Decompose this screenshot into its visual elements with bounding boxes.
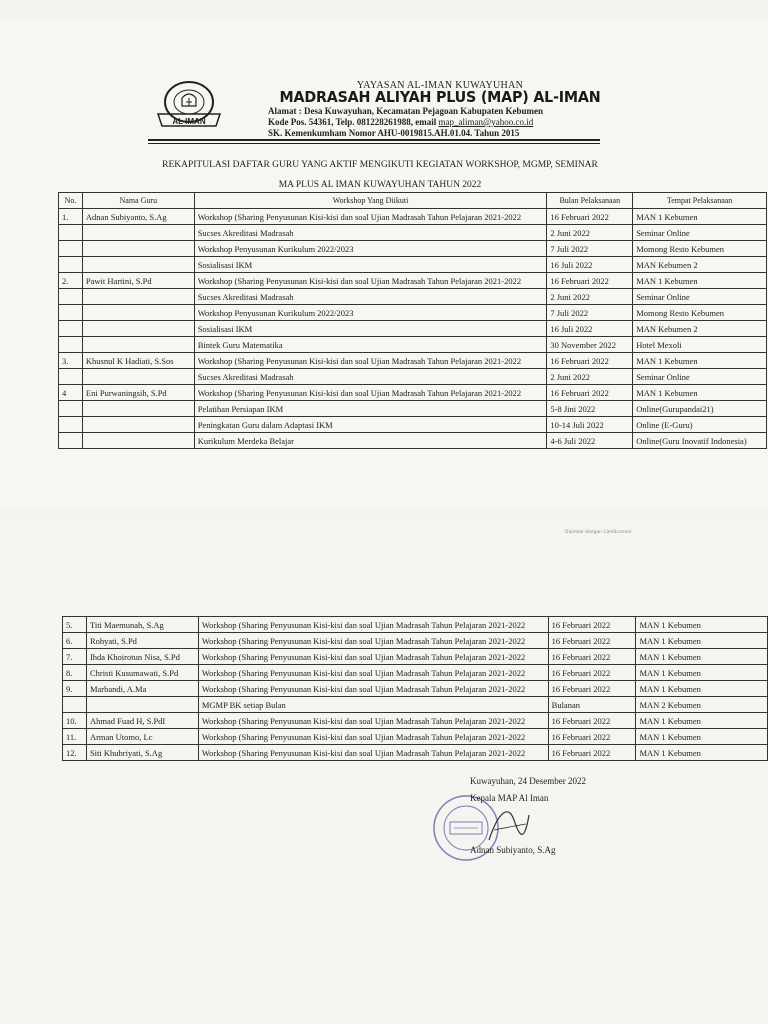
table-row bbox=[59, 353, 767, 369]
col-name: Nama Guru bbox=[82, 193, 194, 209]
cell-no: 9. bbox=[63, 681, 87, 697]
cell-place: Seminar Online bbox=[633, 289, 767, 305]
cell-no bbox=[59, 289, 83, 305]
cell-place: MAN 1 Kebumen bbox=[633, 385, 767, 401]
cell-workshop: Workshop (Sharing Penyusunan Kisi-kisi dan soal Ujian Madrasah Tahun Pelajaran 2021-2022 bbox=[194, 353, 547, 369]
cell-no bbox=[59, 241, 83, 257]
cell-place: Momong Resto Kebumen bbox=[633, 241, 767, 257]
table-row bbox=[59, 241, 767, 257]
cell-workshop: Workshop Penyusunan Kurikulum 2022/2023 bbox=[194, 305, 547, 321]
cell-place: MAN 1 Kebumen bbox=[633, 209, 767, 225]
cell-workshop: Workshop Penyusunan Kurikulum 2022/2023 bbox=[194, 241, 547, 257]
decree-number: SK. Kemenkumham Nomor AHU-0019815.AH.01.04. Tahun 2015 bbox=[268, 128, 520, 138]
cell-workshop: Pelatihan Persiapan IKM bbox=[194, 401, 547, 417]
cell-no: 6. bbox=[63, 633, 87, 649]
teacher-table-page-1 bbox=[58, 192, 767, 449]
cell-no bbox=[63, 697, 87, 713]
cell-month: 16 Februari 2022 bbox=[548, 729, 636, 745]
table-row bbox=[59, 289, 767, 305]
cell-month: 2 Juni 2022 bbox=[547, 289, 633, 305]
table-row bbox=[63, 633, 768, 649]
table-row bbox=[59, 273, 767, 289]
cell-workshop: Sosialisasi IKM bbox=[194, 321, 547, 337]
table-row bbox=[63, 745, 768, 761]
cell-month: 2 Juni 2022 bbox=[547, 225, 633, 241]
table-header-row bbox=[59, 193, 767, 209]
cell-month: 16 Juli 2022 bbox=[547, 257, 633, 273]
cell-month: Bulanan bbox=[548, 697, 636, 713]
cell-month: 7 Juli 2022 bbox=[547, 305, 633, 321]
table-row bbox=[59, 369, 767, 385]
cell-workshop: Workshop (Sharing Penyusunan Kisi-kisi dan soal Ujian Madrasah Tahun Pelajaran 2021-2022 bbox=[198, 617, 548, 633]
cell-teacher-name: Titi Maemunah, S.Ag bbox=[86, 617, 198, 633]
cell-workshop: Workshop (Sharing Penyusunan Kisi-kisi dan soal Ujian Madrasah Tahun Pelajaran 2021-2022 bbox=[198, 713, 548, 729]
cell-month: 16 Februari 2022 bbox=[548, 713, 636, 729]
cell-workshop: Workshop (Sharing Penyusunan Kisi-kisi dan soal Ujian Madrasah Tahun Pelajaran 2021-2022 bbox=[198, 681, 548, 697]
cell-workshop: Workshop (Sharing Penyusunan Kisi-kisi dan soal Ujian Madrasah Tahun Pelajaran 2021-2022 bbox=[198, 745, 548, 761]
cell-month: 16 Februari 2022 bbox=[547, 353, 633, 369]
cell-no: 2. bbox=[59, 273, 83, 289]
cell-no: 1. bbox=[59, 209, 83, 225]
table-row bbox=[63, 713, 768, 729]
col-no: No. bbox=[59, 193, 83, 209]
cell-no bbox=[59, 401, 83, 417]
cell-no bbox=[59, 225, 83, 241]
table-row bbox=[63, 617, 768, 633]
cell-workshop: Workshop (Sharing Penyusunan Kisi-kisi dan soal Ujian Madrasah Tahun Pelajaran 2021-2022 bbox=[194, 385, 547, 401]
cell-place: MAN 1 Kebumen bbox=[636, 713, 768, 729]
table-row bbox=[63, 665, 768, 681]
cell-no: 11. bbox=[63, 729, 87, 745]
cell-teacher-name: Arman Utomo, Lc bbox=[86, 729, 198, 745]
cell-place: Seminar Online bbox=[633, 225, 767, 241]
cell-no bbox=[59, 321, 83, 337]
cell-place: MAN 1 Kebumen bbox=[636, 745, 768, 761]
document-title: REKAPITULASI DAFTAR GURU YANG AKTIF MENGIKUTI KEGIATAN WORKSHOP, MGMP, SEMINAR bbox=[162, 160, 598, 170]
cell-place: MAN 1 Kebumen bbox=[636, 617, 768, 633]
cell-place: MAN 1 Kebumen bbox=[633, 353, 767, 369]
cell-month: 16 Februari 2022 bbox=[548, 745, 636, 761]
foundation-name: YAYASAN AL-IMAN KUWAYUHAN bbox=[356, 80, 524, 91]
cell-teacher-name: Ahmad Fuad H, S.PdI bbox=[86, 713, 198, 729]
cell-month: 16 Februari 2022 bbox=[547, 385, 633, 401]
cell-no: 3. bbox=[59, 353, 83, 369]
cell-place: MAN 1 Kebumen bbox=[636, 729, 768, 745]
contact-text: Kode Pos. 54361, Telp. 081228261988, email bbox=[268, 117, 439, 127]
table-row bbox=[59, 321, 767, 337]
header-rule bbox=[148, 139, 600, 141]
table-row bbox=[63, 729, 768, 745]
cell-no: 4 bbox=[59, 385, 83, 401]
cell-workshop: Bintek Guru Matematika bbox=[194, 337, 547, 353]
cell-month: 16 Februari 2022 bbox=[548, 649, 636, 665]
cell-teacher-name bbox=[82, 225, 194, 241]
table-row bbox=[59, 385, 767, 401]
cell-workshop: Sucses Akreditasi Madrasah bbox=[194, 225, 547, 241]
scanner-watermark: Dipindai dengan CamScanner bbox=[565, 530, 633, 535]
cell-place: Momong Resto Kebumen bbox=[633, 305, 767, 321]
cell-no: 8. bbox=[63, 665, 87, 681]
table-row bbox=[59, 417, 767, 433]
table-row bbox=[63, 697, 768, 713]
table-row bbox=[59, 209, 767, 225]
table-row bbox=[59, 257, 767, 273]
cell-month: 2 Juni 2022 bbox=[547, 369, 633, 385]
cell-month: 16 Februari 2022 bbox=[548, 617, 636, 633]
table-row bbox=[63, 681, 768, 697]
cell-teacher-name bbox=[82, 433, 194, 449]
cell-teacher-name: Ihda Khoirotun Nisa, S.Pd bbox=[86, 649, 198, 665]
cell-workshop: Peningkatan Guru dalam Adaptasi IKM bbox=[194, 417, 547, 433]
cell-teacher-name bbox=[82, 241, 194, 257]
cell-month: 16 Februari 2022 bbox=[547, 209, 633, 225]
col-workshop: Workshop Yang Diikuti bbox=[194, 193, 547, 209]
cell-teacher-name: Christi Kusumawati, S.Pd bbox=[86, 665, 198, 681]
cell-place: MAN 1 Kebumen bbox=[636, 649, 768, 665]
cell-place: Online(Guru Inovatif Indonesia) bbox=[633, 433, 767, 449]
cell-place: MAN Kebumen 2 bbox=[633, 321, 767, 337]
table-row bbox=[59, 225, 767, 241]
cell-teacher-name: Eni Purwaningsih, S.Pd bbox=[82, 385, 194, 401]
cell-no: 5. bbox=[63, 617, 87, 633]
cell-teacher-name bbox=[82, 289, 194, 305]
cell-no bbox=[59, 257, 83, 273]
school-contact bbox=[268, 117, 533, 127]
document-subtitle: MA PLUS AL IMAN KUWAYUHAN TAHUN 2022 bbox=[278, 180, 482, 190]
cell-month: 16 Juli 2022 bbox=[547, 321, 633, 337]
cell-no: 10. bbox=[63, 713, 87, 729]
cell-month: 5-8 Jini 2022 bbox=[547, 401, 633, 417]
document-page-2 bbox=[0, 520, 768, 1024]
cell-place: Online (E-Guru) bbox=[633, 417, 767, 433]
cell-no: 7. bbox=[63, 649, 87, 665]
cell-teacher-name bbox=[86, 697, 198, 713]
cell-place: MAN 1 Kebumen bbox=[636, 681, 768, 697]
cell-month: 30 November 2022 bbox=[547, 337, 633, 353]
col-month: Bulan Pelaksanaan bbox=[547, 193, 633, 209]
cell-teacher-name: Rohyati, S.Pd bbox=[86, 633, 198, 649]
cell-teacher-name bbox=[82, 337, 194, 353]
cell-month: 16 Februari 2022 bbox=[548, 665, 636, 681]
school-logo bbox=[150, 80, 228, 130]
cell-workshop: Workshop (Sharing Penyusunan Kisi-kisi dan soal Ujian Madrasah Tahun Pelajaran 2021-2022 bbox=[198, 633, 548, 649]
cell-workshop: Workshop (Sharing Penyusunan Kisi-kisi dan soal Ujian Madrasah Tahun Pelajaran 2021-2022 bbox=[194, 209, 547, 225]
cell-teacher-name bbox=[82, 321, 194, 337]
cell-teacher-name bbox=[82, 401, 194, 417]
cell-teacher-name: Adnan Subiyanto, S.Ag bbox=[82, 209, 194, 225]
cell-place: MAN 1 Kebumen bbox=[636, 633, 768, 649]
cell-month: 16 Februari 2022 bbox=[548, 633, 636, 649]
email-link[interactable]: map_aliman@yahoo.co.id bbox=[438, 117, 534, 127]
cell-teacher-name bbox=[82, 305, 194, 321]
school-address: Alamat : Desa Kuwayuhan, Kecamatan Pejagoan Kabupaten Kebumen bbox=[268, 106, 544, 116]
signature-place-date: Kuwayuhan, 24 Desember 2022 bbox=[470, 776, 586, 786]
cell-teacher-name bbox=[82, 369, 194, 385]
cell-place: MAN Kebumen 2 bbox=[633, 257, 767, 273]
table-row bbox=[59, 305, 767, 321]
cell-teacher-name: Pawit Hartini, S.Pd bbox=[82, 273, 194, 289]
signatory-name: Adnan Subiyanto, S.Ag bbox=[470, 845, 556, 855]
cell-workshop: Sucses Akreditasi Madrasah bbox=[194, 289, 547, 305]
table-row bbox=[63, 649, 768, 665]
cell-workshop: Kurikulum Merdeka Belajar bbox=[194, 433, 547, 449]
teacher-table-page-2 bbox=[62, 616, 768, 761]
cell-teacher-name: Siti Khubriyati, S.Ag bbox=[86, 745, 198, 761]
cell-teacher-name: Khusnul K Hadiati, S.Sos bbox=[82, 353, 194, 369]
cell-place: MAN 1 Kebumen bbox=[636, 665, 768, 681]
table-row bbox=[59, 433, 767, 449]
cell-workshop: Workshop (Sharing Penyusunan Kisi-kisi dan soal Ujian Madrasah Tahun Pelajaran 2021-2022 bbox=[198, 665, 548, 681]
cell-teacher-name: Marbandi, A.Ma bbox=[86, 681, 198, 697]
cell-teacher-name bbox=[82, 257, 194, 273]
cell-no: 12. bbox=[63, 745, 87, 761]
cell-workshop: Workshop (Sharing Penyusunan Kisi-kisi dan soal Ujian Madrasah Tahun Pelajaran 2021-2022 bbox=[194, 273, 547, 289]
cell-month: 16 Februari 2022 bbox=[547, 273, 633, 289]
table-row bbox=[59, 337, 767, 353]
cell-workshop: Sosialisasi IKM bbox=[194, 257, 547, 273]
cell-place: Online(Gurupandai21) bbox=[633, 401, 767, 417]
cell-no bbox=[59, 433, 83, 449]
school-name: MADRASAH ALIYAH PLUS (MAP) AL-IMAN bbox=[279, 88, 601, 106]
cell-workshop: Workshop (Sharing Penyusunan Kisi-kisi dan soal Ujian Madrasah Tahun Pelajaran 2021-2022 bbox=[198, 729, 548, 745]
signature bbox=[484, 800, 534, 850]
table-row bbox=[59, 401, 767, 417]
cell-teacher-name bbox=[82, 417, 194, 433]
signatory-position: Kepala MAP Al Iman bbox=[470, 793, 549, 803]
cell-place: Hotel Mexoli bbox=[633, 337, 767, 353]
cell-no bbox=[59, 305, 83, 321]
cell-workshop: Workshop (Sharing Penyusunan Kisi-kisi dan soal Ujian Madrasah Tahun Pelajaran 2021-2022 bbox=[198, 649, 548, 665]
cell-place: MAN 1 Kebumen bbox=[633, 273, 767, 289]
cell-workshop: MGMP BK setiap Bulan bbox=[198, 697, 548, 713]
cell-place: Seminar Online bbox=[633, 369, 767, 385]
cell-workshop: Sucses Akreditasi Madrasah bbox=[194, 369, 547, 385]
cell-place: MAN 2 Kebumen bbox=[636, 697, 768, 713]
cell-no bbox=[59, 417, 83, 433]
cell-month: 16 Februari 2022 bbox=[548, 681, 636, 697]
col-place: Tempat Pelaksanaan bbox=[633, 193, 767, 209]
logo-text: AL IMAN bbox=[172, 117, 206, 126]
cell-month: 7 Juli 2022 bbox=[547, 241, 633, 257]
cell-month: 4-6 Juli 2022 bbox=[547, 433, 633, 449]
cell-month: 10-14 Juli 2022 bbox=[547, 417, 633, 433]
cell-no bbox=[59, 369, 83, 385]
cell-no bbox=[59, 337, 83, 353]
header-rule-thin bbox=[148, 143, 600, 144]
